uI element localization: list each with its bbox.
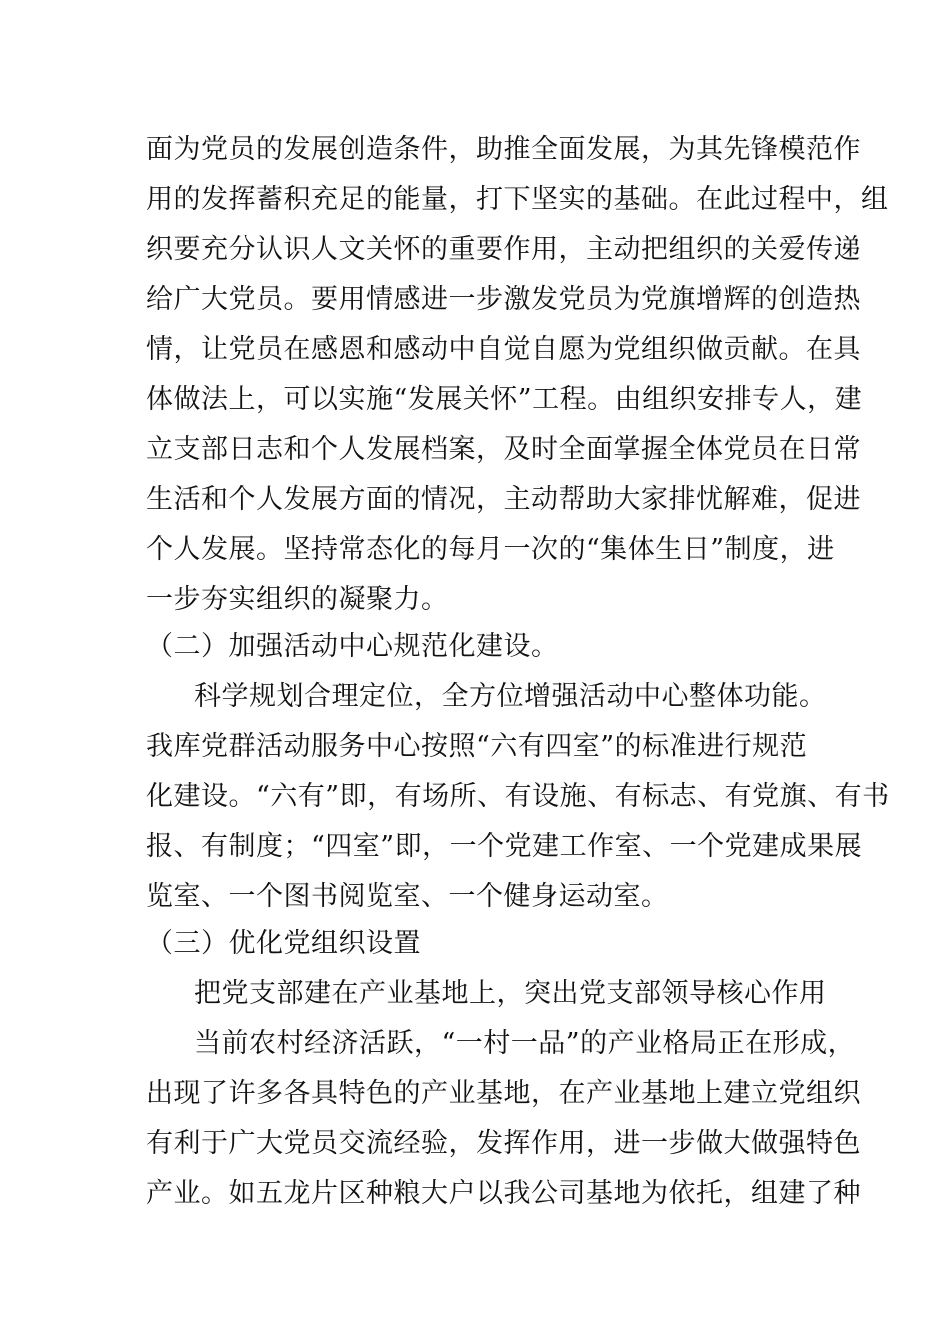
paragraph-line: 织要充分认识人文关怀的重要作用，主动把组织的关爱传递 <box>146 234 861 265</box>
paragraph-line: 一步夯实组织的凝聚力。 <box>146 584 449 615</box>
paragraph-line: 有利于广大党员交流经验，发挥作用，进一步做大做强特色 <box>146 1128 861 1159</box>
paragraph-line: 用的发挥蓄积充足的能量，打下坚实的基础。在此过程中，组 <box>146 184 889 215</box>
paragraph-line: 给广大党员。要用情感进一步激发党员为党旗增辉的创造热 <box>146 284 861 315</box>
paragraph-line: 生活和个人发展方面的情况，主动帮助大家排忧解难，促进 <box>146 484 861 515</box>
paragraph-line: 产业。如五龙片区种粮大户以我公司基地为依托，组建了种 <box>146 1178 861 1209</box>
section-heading: （三）优化党组织设置 <box>146 928 421 959</box>
paragraph-line: 体做法上，可以实施“发展关怀”工程。由组织安排专人，建 <box>146 384 863 415</box>
paragraph-line: 我库党群活动服务中心按照“六有四室”的标准进行规范 <box>146 731 808 762</box>
paragraph-line: 报、有制度；“四室”即，一个党建工作室、一个党建成果展 <box>146 831 863 862</box>
paragraph-line: 化建设。“六有”即，有场所、有设施、有标志、有党旗、有书 <box>146 781 890 812</box>
paragraph-line: 面为党员的发展创造条件，助推全面发展，为其先锋模范作 <box>146 134 861 165</box>
section-heading: （二）加强活动中心规范化建设。 <box>146 631 559 662</box>
paragraph-line: 个人发展。坚持常态化的每月一次的“集体生日”制度，进 <box>146 534 835 565</box>
paragraph-line: 把党支部建在产业基地上，突出党支部领导核心作用 <box>194 978 827 1009</box>
paragraph-line: 立支部日志和个人发展档案，及时全面掌握全体党员在日常 <box>146 434 861 465</box>
paragraph-line: 科学规划合理定位，全方位增强活动中心整体功能。 <box>194 681 827 712</box>
paragraph-line: 览室、一个图书阅览室、一个健身运动室。 <box>146 881 669 912</box>
paragraph-line: 情，让党员在感恩和感动中自觉自愿为党组织做贡献。在具 <box>146 334 861 365</box>
paragraph-line: 当前农村经济活跃，“一村一品”的产业格局正在形成， <box>194 1028 856 1059</box>
paragraph-line: 出现了许多各具特色的产业基地，在产业基地上建立党组织 <box>146 1078 861 1109</box>
